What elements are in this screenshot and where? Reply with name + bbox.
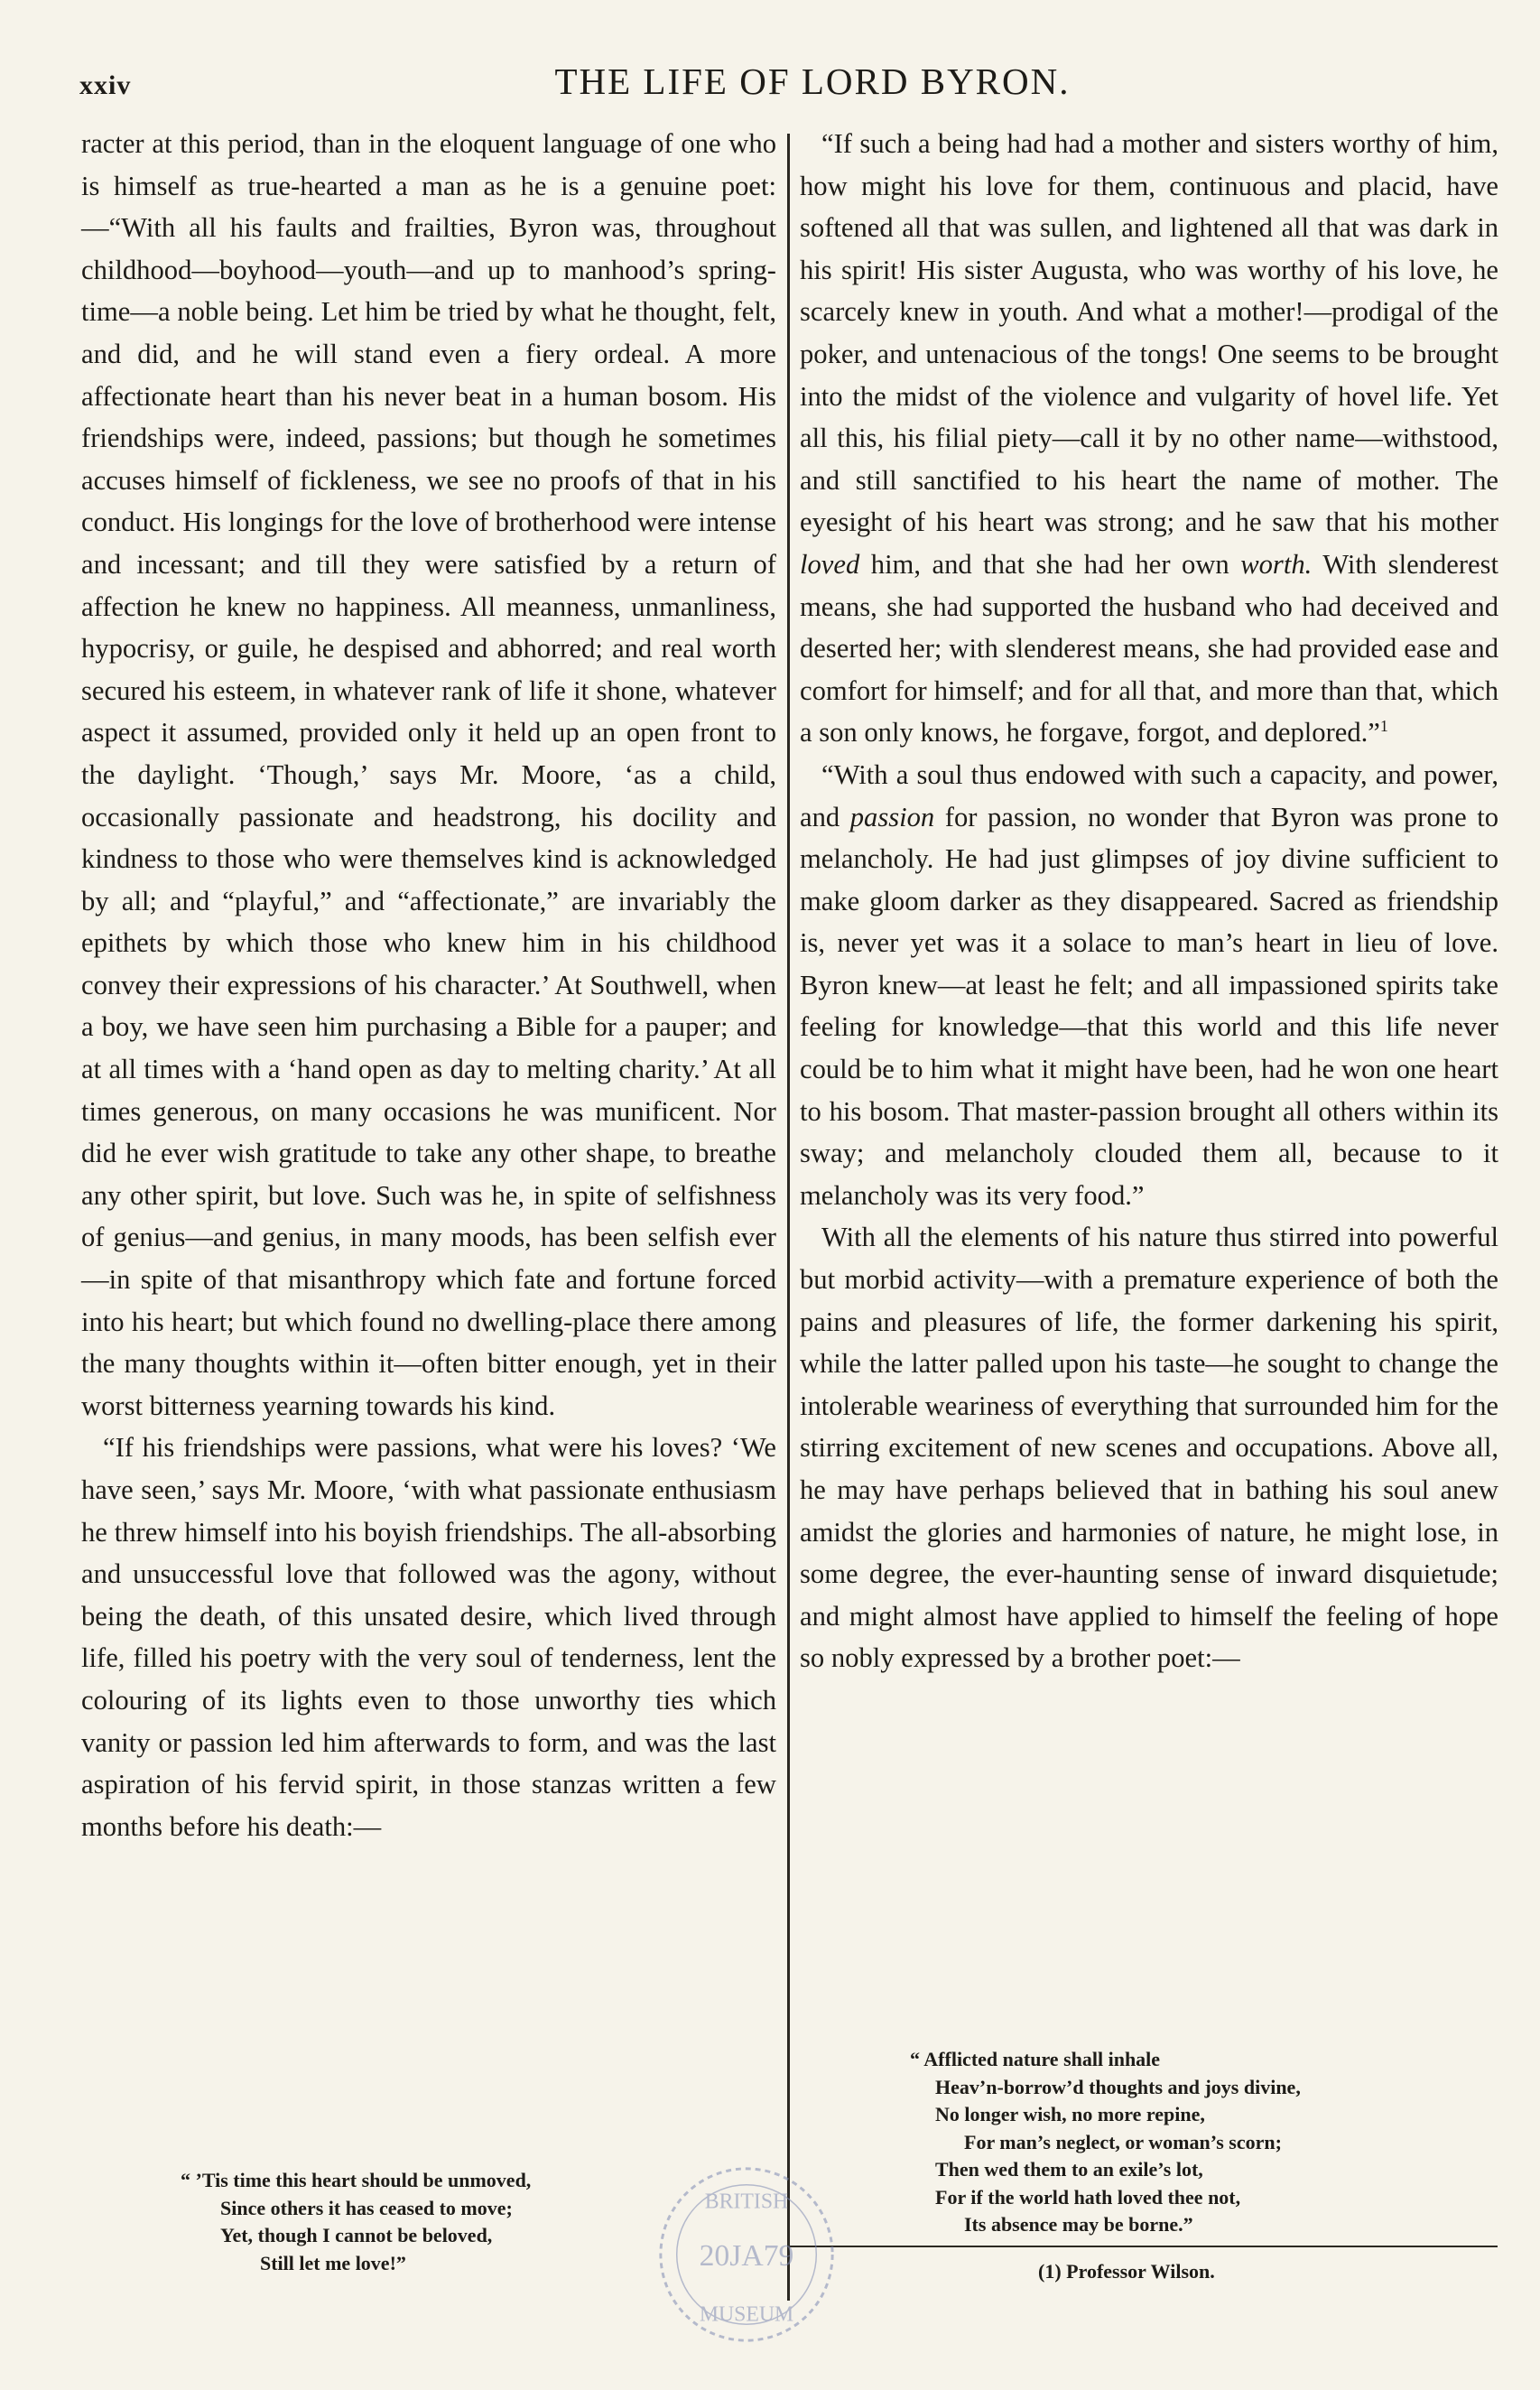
verse-line: For if the world hath loved thee not, — [935, 2185, 1241, 2209]
stamp-bottom-text: MUSEUM — [699, 2302, 794, 2327]
column-divider — [787, 134, 790, 2301]
verse-quote-right — [910, 2046, 1452, 2239]
library-stamp-icon — [648, 2156, 845, 2353]
text-run: him, and that she had her own — [870, 548, 1229, 580]
verse-line: Then wed them to an exile’s lot, — [935, 2158, 1203, 2181]
paragraph — [800, 754, 1498, 1217]
verse-line: “ ’Tis time this heart should be unmoved, — [181, 2169, 532, 2191]
verse-line: For man’s neglect, or woman’s scorn; — [964, 2130, 1282, 2153]
text-run: for passion, no wonder that Byron was prone to melancholy. He had just glimpses of joy divine sufficient to make gloom darker as they disappeared. Sacred as friendship is, never yet was it a solace to man’s heart in lieu of love. Byron knew—at least he felt; and all impassioned spirits take feeling for knowledge—that this world and this life never could be to him what it might have been, had he won one heart to his bosom. That master-passion brought all others within its sway; and melancholy clouded them all, because to it melancholy was its very food.” — [800, 801, 1498, 1211]
stamp-date-text: 20JA79 — [699, 2238, 794, 2273]
right-column — [800, 123, 1498, 1679]
footnote-marker: 1 — [1379, 717, 1388, 736]
text-run: With slenderest means, she had supported the husband who had deceived and deserted her; with slenderest means, she had provided ease and comfort for himself; and for all that, and more than that, which a son only knows, he forgave, forgot, and deplored.” — [800, 548, 1499, 749]
text-run: “With a soul thus endowed with such a capacity, and power, and — [800, 758, 1498, 832]
paragraph: racter at this period, than in the eloquent language of one who is himself as true-hearted a man as he is a genuine poet:—“With all his faults and frailties, Byron was, throughout childhood—boyhood—youth—and up to manhood’s spring-time—a noble being. Let him be tried by what he thought, felt, and did, and he will stand even a fiery ordeal. A more affectionate heart than his never beat in a human bosom. His friendships were, indeed, passions; but though he sometimes accuses himself of fickleness, we see no proofs of that in his conduct. His longings for the love of brotherhood were intense and incessant; and till they were satisfied by a return of affection he knew no happiness. All meanness, unmanliness, hypocrisy, or guile, he despised and abhorred; and real worth secured his esteem, in whatever rank of life it shone, whatever aspect it assumed, provided only it held up an open front to the daylight. ‘Though,’ says Mr. Moore, ‘as a child, occasionally passionate and headstrong, his docility and kindness to those who were themselves kind is acknowledged by all; and “playful,” and “affectionate,” are invariably the epithets by which those who knew him in his childhood convey their expressions of his character.’ At Southwell, when a boy, we have seen him purchasing a Bible for a pauper; and at all times with a ‘hand open as day to melting charity.’ At all times generous, on many occasions he was munificent. Nor did he ever wish gratitude to take any other shape, to breathe any other spirit, but love. Such was he, in spite of selfishness of genius—and genius, in many moods, has been selfish ever—in spite of that misanthropy which fate and fortune forced into his heart; but which found no dwelling-place there among the many thoughts within it—often bitter enough, yet in their worst bitterness yearning towards his kind. — [81, 128, 776, 1421]
verse-line: Still let me love!” — [260, 2251, 406, 2274]
page-number: xxiv — [79, 70, 132, 100]
left-column — [81, 123, 776, 1847]
running-title: THE LIFE OF LORD BYRON. — [554, 60, 1071, 102]
italic-word: loved — [800, 548, 860, 580]
italic-word: passion — [849, 801, 935, 832]
footnote-rule — [789, 2246, 1498, 2247]
italic-word: worth. — [1240, 548, 1313, 580]
paragraph: With all the elements of his nature thus stirred into powerful but morbid activity—with a premature experience of both the pains and pleasures of life, the former darkening his spirit, while the latter palled upon his taste—he sought to change the intolerable weariness of everything that surrounded him for the stirring excitement of new scenes and occupations. Above all, he may have perhaps believed that in bathing his soul anew amidst the glories and harmonies of nature, he might lose, in some degree, the ever-haunting sense of inward disquietude; and might almost have applied to himself the feeling of hope so nobly expressed by a brother poet:— — [800, 1222, 1498, 1674]
verse-line: Yet, though I cannot be beloved, — [220, 2224, 493, 2246]
text-run: “If such a being had had a mother and sisters worthy of him, how might his love for them, continuous and placid, have softened all that was sullen, and lightened all that was dark in his spirit! His sister Augusta, who was worthy of his love, he scarcely knew in youth. And what a mother!—prodigal of the poker, and untenacious of the tongs! One seems to be brought into the midst of the violence and vulgarity of hovel life. Yet all this, his filial piety—call it by no other name—withstood, and still sanctified to his heart the name of mother. The eyesight of his heart was strong; and he saw that his mother — [800, 128, 1498, 538]
verse-line: Heav’n-borrow’d thoughts and joys divine, — [935, 2075, 1301, 2098]
paragraph — [800, 123, 1498, 754]
page-header — [0, 56, 1540, 110]
verse-line: No longer wish, no more repine, — [935, 2103, 1205, 2125]
verse-line: “ Afflicted nature shall inhale — [910, 2048, 1161, 2070]
verse-line: Its absence may be borne.” — [964, 2213, 1193, 2236]
stamp-top-text: BRITISH — [704, 2190, 789, 2214]
paragraph: “If his friendships were passions, what were his loves? ‘We have seen,’ says Mr. Moore, ‘with what passionate enthusiasm he threw himself into his boyish friendships. The all-absorbing and unsuccessful love that followed was the agony, without being the death, of this unsated desire, which lived through life, filled his poetry with the very soul of tenderness, lent the colouring of its lights even to those unworthy ties which vanity or passion led him afterwards to form, and was the last aspiration of his fervid spirit, in those stanzas written a few months before his death:— — [81, 1432, 776, 1842]
footnote: (1) Professor Wilson. — [1038, 2260, 1215, 2283]
verse-line: Since others it has ceased to move; — [220, 2196, 513, 2219]
verse-quote-left — [181, 2167, 686, 2277]
